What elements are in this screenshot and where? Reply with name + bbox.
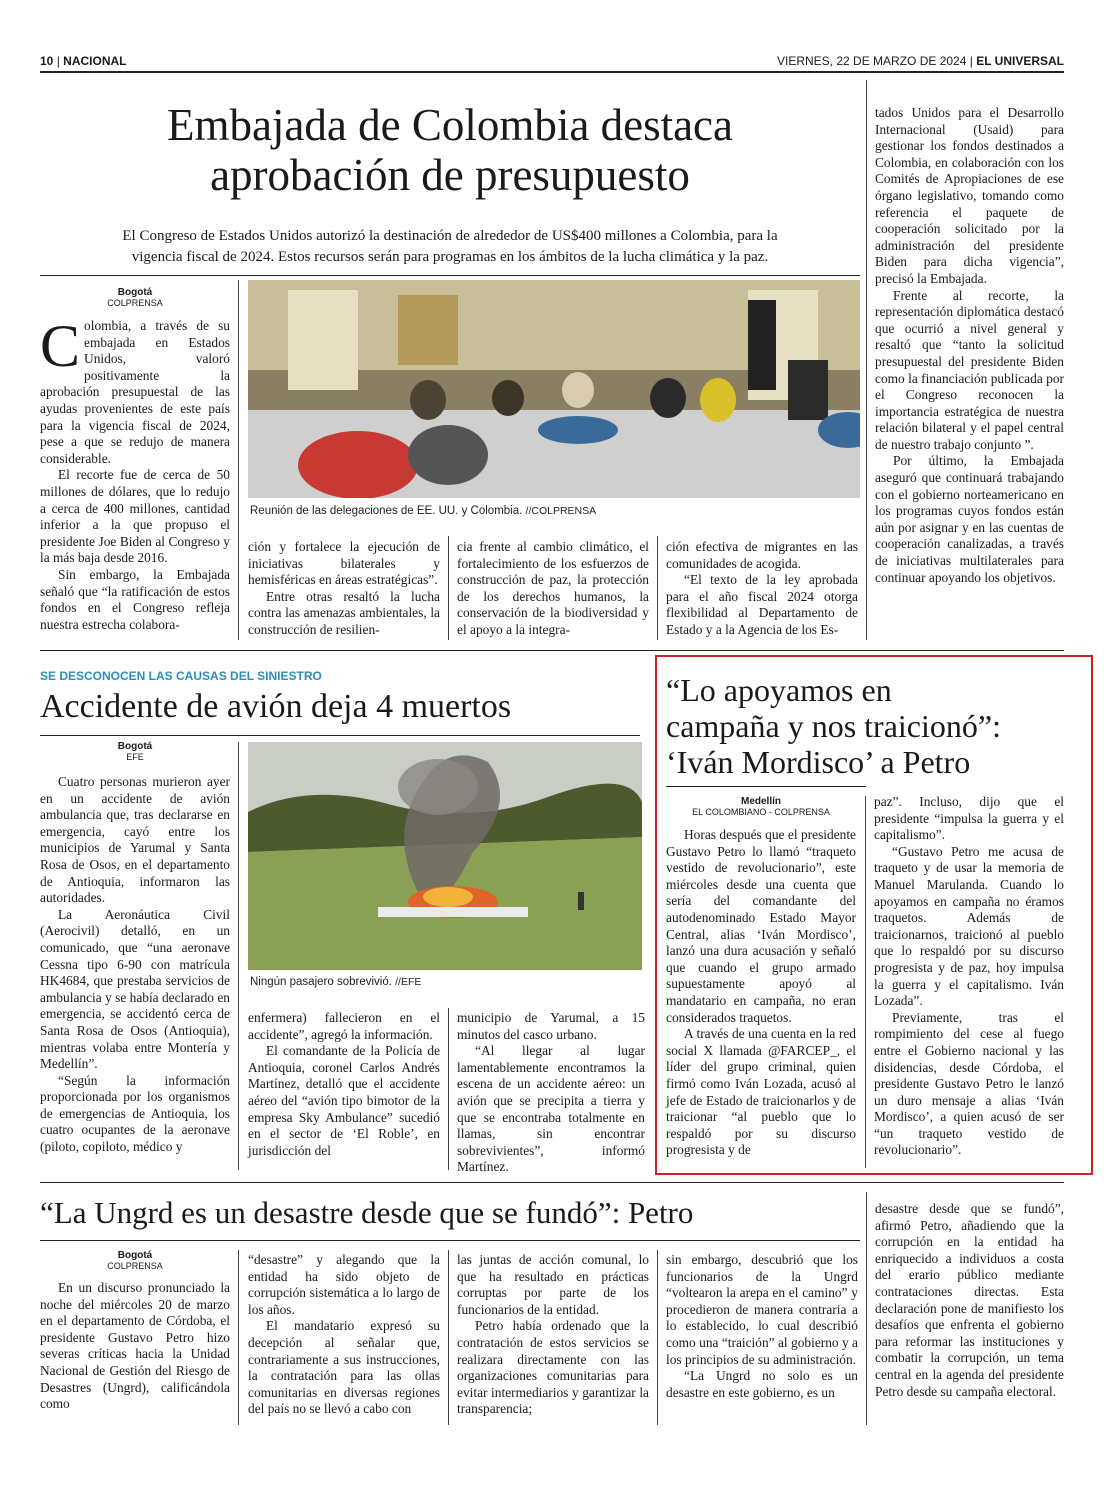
article4-col1-p1: En un discurso pronunciado la noche del miércoles 20 de marzo en el departamento de Córdoba, el presidente Gustavo Petro hizo severas críticas hacia la Unidad Nacional de Gestión del Riesgo de Desastres (Ungrd), calificándola como <box>40 1280 230 1412</box>
article1-headline-line1: Embajada de Colombia destaca <box>166 100 734 150</box>
article2-caption-credit: //EFE <box>395 976 422 988</box>
article3-col2 <box>874 794 1064 1159</box>
article4-col2 <box>248 1252 440 1418</box>
article2-col1 <box>40 774 230 1156</box>
column-divider <box>657 1250 658 1425</box>
article1-dropcap: C <box>40 313 81 379</box>
article2-col3 <box>457 1010 645 1176</box>
article2-col1-p2: La Aeronáutica Civil (Aerocivil) detalló, en un comunicado, que “una aeronave Cessna tipo 6-90 con matrícula HK4684, que prestaba servicios de ambulancia y se había declarado en emergencia, se accidentó cerca de Santa Rosa de Osos (Antioquia), mientras volaba entre Montería y Medellín”. <box>40 906 230 1072</box>
page-header <box>40 54 1064 70</box>
article4-headline-rule <box>40 1240 860 1241</box>
column-divider <box>448 536 449 640</box>
meeting-photo-illustration <box>248 280 860 498</box>
article3-headline-line1: “Lo apoyamos en <box>666 672 892 708</box>
article1-deck-rule <box>40 275 860 276</box>
column-divider <box>448 1250 449 1425</box>
article1-col5 <box>875 105 1064 586</box>
article1-caption-credit: //COLPRENSA <box>525 505 597 517</box>
article3-col1 <box>666 827 856 1159</box>
article2-photo-caption <box>250 976 642 988</box>
column-divider <box>657 536 658 640</box>
article4-dateline <box>40 1250 230 1272</box>
article1-col5-p2: Frente al recorte, la representación diplomática destacó que ocurrió a nivel general y resaltó que “tanto la solicitud presupuestal del presidente Biden como la financiación publicada por el Congreso reconocen la importancia estratégica de nuestra relación bilateral y el papel central de nuestro trabajo conjunto ”. <box>875 287 1064 452</box>
article4-col5 <box>875 1201 1064 1400</box>
column-divider <box>238 280 239 640</box>
article3-headline-line3: ‘Iván Mordisco’ a Petro <box>666 744 971 780</box>
article2-col2 <box>248 1010 440 1159</box>
article1-col2-p1: ción y fortalece la ejecución de iniciativas bilaterales y hemisféricas en áreas estratégicas”. <box>248 539 440 588</box>
article1-headline <box>40 100 860 200</box>
article3-headline-rule <box>666 786 866 787</box>
header-separator-2: | <box>969 54 977 68</box>
article3-col2-p2: “Gustavo Petro me acusa de traqueto y de usar la memoria de Manuel Marulanda. Cuando lo apoyamos en campaña no éramos traquetos. Además de traicionarnos, traicionó al pueblo que lo respaldó por su discurso progresista y de paz, hoy impulsa la guerra y el capitalismo. Iván Lozada”. <box>874 843 1064 1009</box>
article3-agency: EL COLOMBIANO - COLPRENSA <box>692 807 830 817</box>
page-number: 10 <box>40 54 54 68</box>
article4-col2-p2: El mandatario expresó su decepción al señalar que, contrariamente a sus instrucciones, la contratación para las ollas comunitarias en diversas regiones del país no se llevó a cabo con <box>248 1318 440 1417</box>
plane-crash-illustration <box>248 742 642 970</box>
article3-headline <box>666 672 1081 780</box>
article3-col1-p2: A través de una cuenta en la red social X llamada @FARCEP_, el líder del grupo criminal, quien firmó como Iván Lozada, acusó al jefe de Estado de traicionarlos y de traicionar “al pueblo que lo respaldó por su discurso progresista y de <box>666 1026 856 1158</box>
article2-headline: Accidente de avión deja 4 muertos <box>40 688 512 725</box>
article2-caption-text: Ningún pasajero sobrevivió. <box>250 976 392 988</box>
article1-col5-p3: Por último, la Embajada aseguró que continuará trabajando con el gobierno norteamericano en los programas cuyos fondos están aún por asignar y en las cuentas de cooperación canalizadas, a través de iniciativas multilaterales para continuar apoyando los objetivos. <box>875 453 1064 585</box>
article2-headline-rule <box>40 735 640 736</box>
article3-col2-p1: paz”. Incluso, dijo que el presidente “impulsa la guerra y el capitalismo”. <box>874 794 1064 843</box>
column-divider <box>238 1250 239 1425</box>
article4-col2-p1: “desastre” y alegando que la entidad ha sido objeto de corrupción sistemática a lo largo de los años. <box>248 1252 440 1317</box>
article1-col3-p1: cia frente al cambio climático, el fortalecimiento de los esfuerzos de construcción de paz, la protección de los derechos humanos, la conservación de la biodiversidad y el apoyo a la integra- <box>457 539 649 637</box>
column-divider <box>866 1192 867 1425</box>
article4-col1 <box>40 1280 230 1413</box>
article1-col4-p2: “El texto de la ley aprobada para el año fiscal 2024 otorga flexibilidad al Departamento de Estado y a la Agencia de los Es- <box>666 572 858 637</box>
newspaper-name: EL UNIVERSAL <box>976 54 1064 68</box>
header-right <box>777 54 1064 68</box>
article2-col2-p1: enfermera) fallecieron en el accidente”, agregó la información. <box>248 1010 440 1042</box>
article1-col5-p1: tados Unidos para el Desarrollo Internacional (Usaid) para gestionar los fondos destinados a Colombia, en colaboración con los Comités de Apropiaciones de ese órgano legislativo, tomando como referencia el paquete de cooperación solicitado por la administración del presidente Biden para dicha vigencia”, precisó la Embajada. <box>875 105 1064 286</box>
article4-col3 <box>457 1252 649 1418</box>
article2-col1-p3: “Según la información proporcionada por los organismos de emergencias de Antioquia, los cuatro ocupantes de la aeronave (piloto, copiloto, médico y <box>40 1072 230 1155</box>
article4-col4-p2: “La Ungrd no solo es un desastre en este gobierno, es un <box>666 1368 858 1400</box>
article1-caption-text: Reunión de las delegaciones de EE. UU. y Colombia. <box>250 505 523 517</box>
article4-headline: “La Ungrd es un desastre desde que se fundó”: Petro <box>40 1195 694 1230</box>
article1-photo-caption <box>250 505 860 517</box>
article1-col1-p2: El recorte fue de cerca de 50 millones de dólares, que lo redujo a cerca de 400 millones, cantidad inferior a la que propuso el presidente Joe Biden al Congreso y la más baja desde 2016. <box>40 467 230 566</box>
article2-agency: EFE <box>126 752 144 762</box>
article1-col2-p2: Entre otras resaltó la lucha contra las amenazas ambientales, la construcción de resilien- <box>248 588 440 637</box>
section-rule-1 <box>40 650 1064 651</box>
column-divider <box>238 742 239 1170</box>
article3-headline-line2: campaña y nos traicionó”: <box>666 708 1001 744</box>
article1-col1 <box>40 313 230 633</box>
article4-col3-p1: las juntas de acción comunal, lo que ha resultado en prácticas corruptas por parte de los funcionarios de la entidad. <box>457 1252 649 1317</box>
article1-deck-line2: vigencia fiscal de 2024. Estos recursos serán para programas en los ámbitos de la lucha climática y la paz. <box>131 249 769 265</box>
article2-col3-p1: municipio de Yarumal, a 15 minutos del casco urbano. <box>457 1010 645 1042</box>
article2-city: Bogotá <box>117 741 153 752</box>
article1-col4-p1: ción efectiva de migrantes en las comunidades de acogida. <box>666 539 858 571</box>
article1-col1-p1: olombia, a través de su embajada en Estados Unidos, valoró positivamente la aprobación presupuestal de las ayudas provenientes de este país para la vigencia fiscal de 2024, pese a que se redujo de manera considerable. <box>40 318 230 466</box>
section-name: NACIONAL <box>63 54 127 68</box>
article1-headline-line2: aprobación de presupuesto <box>210 150 690 200</box>
article2-col2-p2: El comandante de la Policía de Antioquia, coronel Carlos Andrés Martínez, detalló que el accidente aéreo del “avión tipo bimotor de la empresa Sky Ambulance” sucedió en el sector de ‘El Roble’, en jurisdicción del <box>248 1043 440 1158</box>
article1-deck <box>40 226 860 268</box>
article2-col1-p1: Cuatro personas murieron ayer en un accidente de avión ambulancia que, tras declararse en emergencia, cayó entre los municipios de Yarumal y Santa Rosa de Osos, en el departamento de Antioquia, informaron las autoridades. <box>40 774 230 906</box>
article4-city: Bogotá <box>117 1250 153 1261</box>
article3-col2-p3: Previamente, tras el rompimiento del cese al fuego entre el Gobierno nacional y las disidencias, desde Córdoba, el presidente Gustavo Petro le lanzó un duro mensaje a alias ‘Iván Mordisco’, a quien acusó de ser “un traqueto vestido de revolucionario”. <box>874 1009 1064 1158</box>
article1-col3 <box>457 539 649 639</box>
article1-photo <box>248 280 860 498</box>
article1-agency: COLPRENSA <box>107 298 163 308</box>
article1-col4 <box>666 539 858 639</box>
article1-col1-p3: Sin embargo, la Embajada señaló que “la ratificación de estos fondos en el Congreso refleja nuestra estrecha colabora- <box>40 566 230 632</box>
article2-dateline <box>40 741 230 763</box>
article2-kicker: SE DESCONOCEN LAS CAUSAS DEL SINIESTRO <box>40 669 322 683</box>
article2-col3-p2: “Al llegar al lugar lamentablemente encontramos la escena de un accidente aéreo: un avión que se precipita a tierra y que se encontraba totalmente en llamas, sin encontrar sobrevivientes”, informó Martínez. <box>457 1043 645 1175</box>
column-divider <box>448 1008 449 1170</box>
header-separator: | <box>56 54 64 68</box>
column-divider <box>866 80 867 640</box>
article4-col4 <box>666 1252 858 1401</box>
issue-date: VIERNES, 22 DE MARZO DE 2024 <box>777 54 967 68</box>
header-rule <box>40 71 1064 73</box>
article3-col1-p1: Horas después que el presidente Gustavo Petro lo llamó “traqueto vestido de revolucionario”, este miércoles desde una cuenta que sería del comandante del autodenominado Estado Mayor Central, alias ‘Iván Mordisco’, lanzó una dura acusación y señaló que cuando el grupo armado supuestamente apoyó al mandatario en campaña, no eran considerados traquetos. <box>666 827 856 1025</box>
column-divider <box>865 796 866 1168</box>
article4-col4-p1: sin embargo, descubrió que los funcionarios de la Ungrd “voltearon la arepa en el camino” y procedieron de manera contraria a lo establecido, lo cual describió como una “traición” al gobierno y a los principios de su administración. <box>666 1252 858 1367</box>
article2-photo <box>248 742 642 970</box>
article1-col2 <box>248 539 440 639</box>
article4-agency: COLPRENSA <box>107 1261 163 1271</box>
article3-dateline <box>666 796 856 818</box>
article4-col5-p1: desastre desde que se fundó”, afirmó Petro, añadiendo que la corrupción en la entidad ha enriquecido a individuos a costa del erario público mediante contrataciones directas. Esta declaración pone de manifiesto los desafíos que enfrenta el gobierno para reformar las instituciones y combatir la corrupción, un tema central en la agenda del presidente Petro desde su campaña electoral. <box>875 1201 1064 1399</box>
section-rule-2 <box>40 1182 1064 1183</box>
article1-dateline <box>40 287 230 309</box>
article3-city: Medellín <box>740 796 781 807</box>
article4-col3-p2: Petro había ordenado que la contratación de estos servicios se realizara directamente con las organizaciones comunitarias para evitar intermediarios y garantizar la transparencia; <box>457 1318 649 1417</box>
article1-deck-line1: El Congreso de Estados Unidos autorizó la destinación de alrededor de US$400 millones a Colombia, para la <box>122 228 778 244</box>
article1-city: Bogotá <box>117 287 153 298</box>
